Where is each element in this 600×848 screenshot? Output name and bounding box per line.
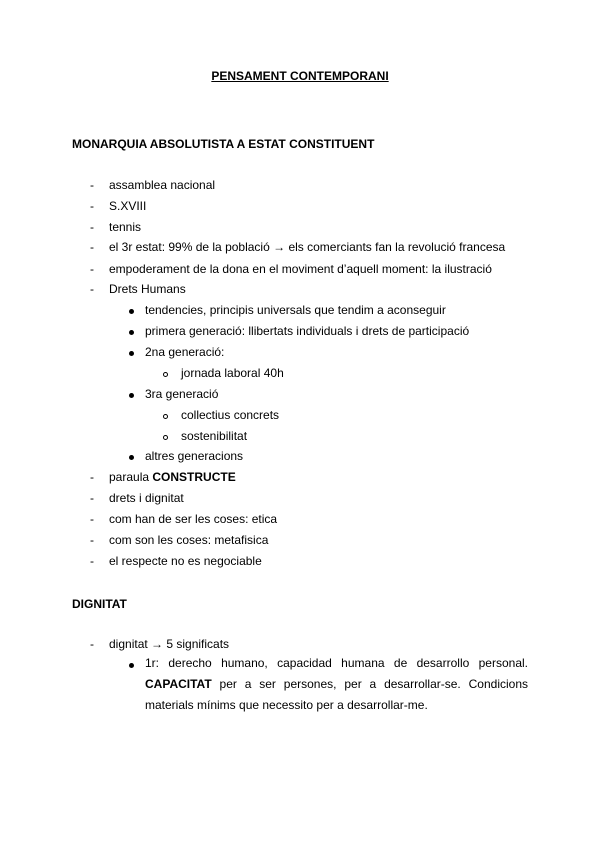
section-heading-dignitat: DIGNITAT: [72, 597, 127, 611]
p1-rest: per a ser persones, per a desarrollar-se. Condicions materials mínims que necessito per a desarrollar-me.: [145, 677, 528, 712]
paraula-bold: CONSTRUCTE: [152, 470, 236, 484]
list-item-paraula: [109, 470, 236, 484]
list-item: dignitat → 5 significats: [109, 637, 230, 651]
list-item: el respecte no es negociable: [109, 554, 262, 568]
list-dash: -: [90, 637, 94, 651]
bullet-dot-icon: [129, 351, 134, 356]
list-dash: -: [90, 512, 94, 526]
list-dash: -: [90, 470, 94, 484]
list-item: empoderament de la dona en el moviment d’aquell moment: la ilustració: [109, 262, 492, 276]
sub-sub-list-item: collectius concrets: [181, 408, 280, 422]
list-item: assamblea nacional: [109, 178, 216, 192]
list-dash: -: [90, 178, 94, 192]
sub-list-item: tendencies, principis universals que tendim a aconseguir: [145, 303, 446, 317]
list-dash: -: [90, 240, 94, 254]
list-dash: -: [90, 554, 94, 568]
bullet-dot-icon: [129, 455, 134, 460]
sub-list-item: altres generacions: [145, 449, 244, 463]
p1-bold: CAPACITAT: [145, 677, 212, 691]
bullet-dot-icon: [129, 330, 134, 335]
bullet-dot-icon: [129, 663, 134, 668]
paraula-prefix: paraula: [109, 470, 153, 484]
paragraph-capacitat: [145, 653, 528, 716]
list-item: com son les coses: metafisica: [109, 533, 269, 547]
bullet-dot-icon: [129, 393, 134, 398]
bullet-dot-icon: [129, 309, 134, 314]
sub-sub-list-item: sostenibilitat: [181, 429, 248, 443]
bullet-circle-icon: [163, 414, 168, 419]
list-dash: -: [90, 262, 94, 276]
list-dash: -: [90, 220, 94, 234]
list-item: com han de ser les coses: etica: [109, 512, 278, 526]
list-dash: -: [90, 199, 94, 213]
list-dash: -: [90, 282, 94, 296]
list-item: Drets Humans: [109, 282, 186, 296]
list-dash: -: [90, 533, 94, 547]
list-item: S.XVIII: [109, 199, 147, 213]
page-title: PENSAMENT CONTEMPORANI: [211, 69, 389, 83]
p1-intro: 1r: derecho humano, capacidad humana de desarrollo personal.: [145, 656, 528, 670]
list-item: drets i dignitat: [109, 491, 184, 505]
sub-sub-list-item: jornada laboral 40h: [181, 366, 284, 380]
sub-list-item: 3ra generació: [145, 387, 219, 401]
list-item: tennis: [109, 220, 142, 234]
bullet-circle-icon: [163, 435, 168, 440]
list-item: el 3r estat: 99% de la població → els comerciants fan la revolució francesa: [109, 240, 506, 254]
bullet-circle-icon: [163, 372, 168, 377]
sub-list-item: primera generació: llibertats individuals i drets de participació: [145, 324, 470, 338]
section-heading-monarquia: MONARQUIA ABSOLUTISTA A ESTAT CONSTITUENT: [72, 137, 375, 151]
sub-list-item: 2na generació:: [145, 345, 225, 359]
list-dash: -: [90, 491, 94, 505]
